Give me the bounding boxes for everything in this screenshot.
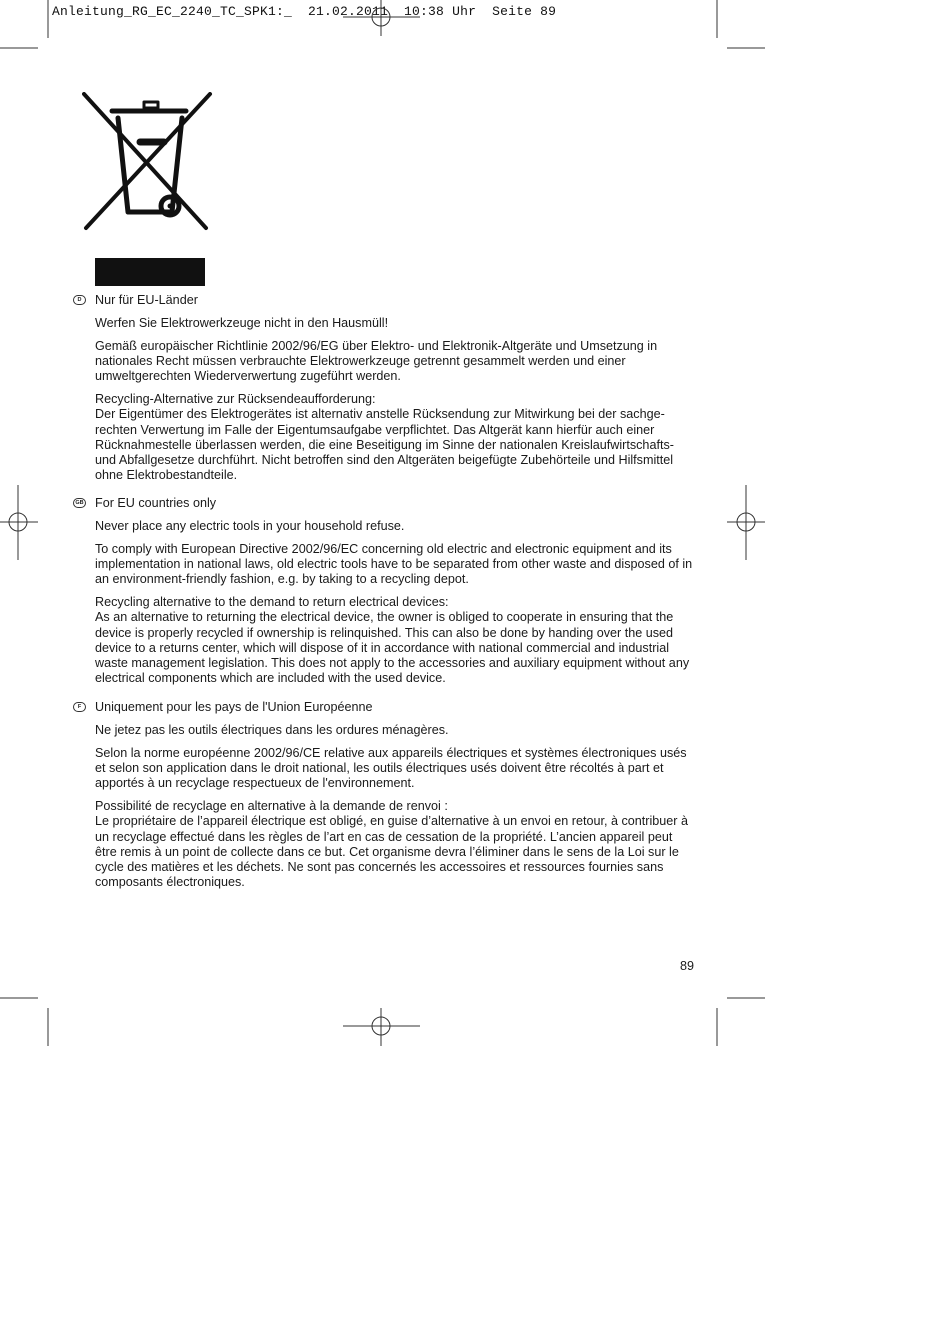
recycling-paragraph [95, 595, 695, 686]
page-number: 89 [680, 959, 695, 973]
section-d [77, 293, 695, 491]
section-heading: For EU countries only [95, 496, 217, 510]
language-badge-d: D [73, 295, 86, 305]
section-f [77, 700, 695, 898]
registration-mark-icon [727, 485, 765, 560]
recycling-paragraph [95, 392, 695, 483]
section-gb [75, 496, 695, 694]
recycling-body: Der Eigentümer des Elektrogerätes ist alternativ anstelle Rücksendung zur Mitwirkung bei der sachge-rechten Verwertung im Falle der Eigentumsaufgabe verpflichtet. Das Altgerät kann hierfür auch einer Rücknahmestelle überlassen werden, die eine Beseitigung im Sinne der nationalen Kreislaufwirtschafts- und Abfallgesetze durchführt. Nicht betroffen sind den Altgeräten beigefügte Zubehörteile und Hilfsmittel ohne Elektrobestandteile. [95, 407, 674, 483]
warning-text: Werfen Sie Elektrowerkzeuge nicht in den Hausmüll! [95, 316, 389, 331]
recycling-title: Recycling-Alternative zur Rücksendeaufforderung: [95, 392, 376, 407]
recycling-paragraph [95, 799, 695, 890]
warning-text: Ne jetez pas les outils électriques dans les ordures ménagères. [95, 723, 449, 738]
registration-mark-icon [0, 485, 38, 560]
crossed-out-wheeled-bin-icon [82, 92, 214, 232]
language-badge-f: F [73, 702, 86, 712]
recycling-body: As an alternative to returning the electrical device, the owner is obliged to cooperate in ensuring that the device is properly recycled if ownership is relinquished. This can also be done by handing over the used device to a returns center, which will dispose of it in accordance with national commercial and industrial waste management legislation. This does not apply to the accessories and auxiliary equipment without any electrical components which are included with the used device. [95, 610, 690, 686]
printer-slug: Anleitung_RG_EC_2240_TC_SPK1:_ 21.02.2011 10:38 Uhr Seite 89 [52, 4, 557, 19]
registration-mark-icon [343, 1008, 420, 1046]
section-heading: Nur für EU-Länder [95, 293, 198, 307]
recycling-body: Le propriétaire de l’appareil électrique est obligé, en guise d’alternative à un envoi en retour, à contribuer à un recyclage effectué dans les règles de l’art en cas de cessation de la propriété. L’ancien appareil peut être remis à un point de collecte dans ce but. Cet organisme devra l’éliminer dans le sens de la Loi sur le cycle des matières et les déchets. Ne sont pas concernés les accessoires et ressources fournies sans composants électroniques. [95, 814, 688, 890]
directive-text: Gemäß europäischer Richtlinie 2002/96/EG über Elektro- und Elektronik-Altgeräte und Umsetzung in nationales Recht müssen verbrauchte Elektrowerkzeuge getrennt gesammelt werden und einer umweltgerechten Wiederverwertung zugeführt werden. [95, 339, 658, 384]
directive-text: To comply with European Directive 2002/96/EC concerning old electric and electronic equipment and its implementation in national laws, old electric tools have to be separated from other waste and disposed of in an environment-friendly fashion, e.g. by taking to a recycling depot. [95, 542, 693, 587]
section-heading: Uniquement pour les pays de l'Union Européenne [95, 700, 373, 714]
directive-text: Selon la norme européenne 2002/96/CE relative aux appareils électriques et systèmes électroniques usés et selon son application dans le droit national, les outils électriques usés doivent être récoltés à part et apportés à un recyclage respectueux de l'environnement. [95, 746, 687, 791]
language-badge-gb: GB [73, 498, 86, 508]
recycling-title: Possibilité de recyclage en alternative à la demande de renvoi : [95, 799, 448, 814]
weee-black-bar [95, 258, 205, 286]
warning-text: Never place any electric tools in your household refuse. [95, 519, 405, 534]
recycling-title: Recycling alternative to the demand to return electrical devices: [95, 595, 449, 610]
registration-mark-icon [343, 0, 420, 36]
